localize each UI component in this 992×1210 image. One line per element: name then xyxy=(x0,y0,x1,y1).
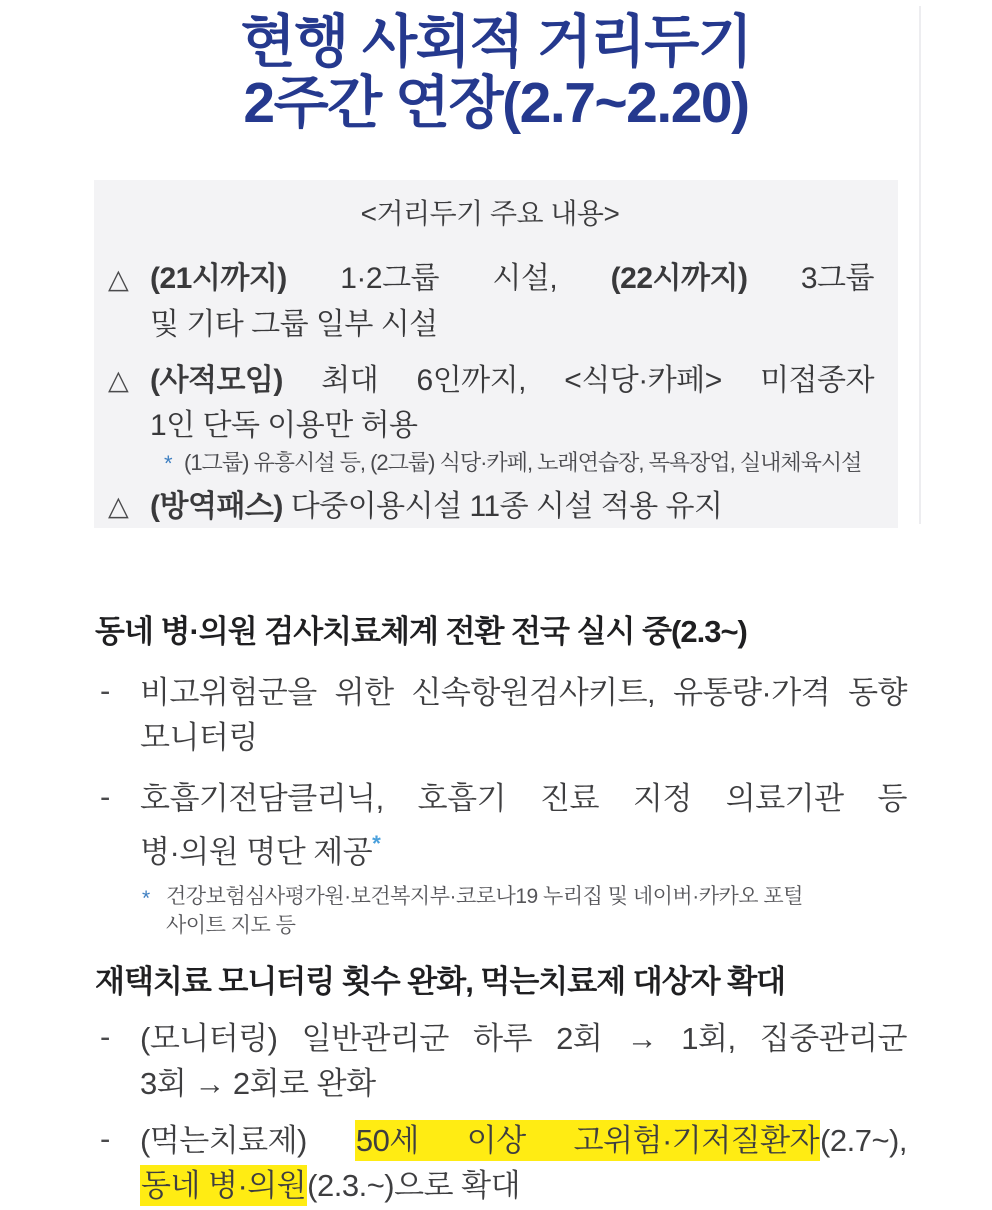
bullet-line: 모니터링 xyxy=(140,720,258,755)
footnote-line: 건강보험심사평가원·보건복지부·코로나19 누리집 및 네이버·카카오 포털 xyxy=(166,885,803,909)
section-clinic-testing xyxy=(95,602,907,940)
distancing-summary-box xyxy=(94,180,898,528)
bold-text-run: (방역패스) xyxy=(150,490,283,523)
box-item-line xyxy=(150,358,874,403)
section-heading: 동네 병·의원 검사치료체계 전환 전국 실시 중(2.3~) xyxy=(95,614,747,649)
text-run: 3그룹 xyxy=(747,262,874,295)
bullet-line xyxy=(140,1118,907,1163)
triangle-marker: △ xyxy=(108,365,129,395)
superscript-asterisk: * xyxy=(372,831,381,856)
bold-text-run: (22시까지) xyxy=(610,262,748,295)
dash-marker: - xyxy=(100,1019,110,1054)
box-item-line: 1인 단독 이용만 허용 xyxy=(150,409,418,442)
bullet-item-clinic-list xyxy=(95,776,907,874)
box-header: <거리두기 주요 내용> xyxy=(360,198,620,229)
section-home-treatment xyxy=(95,952,907,1208)
dash-marker: - xyxy=(100,779,110,814)
section-footnote xyxy=(95,882,907,940)
footnote-line: 사이트 지도 등 xyxy=(166,914,296,938)
box-item-quarantine-pass xyxy=(106,484,874,529)
dash-marker: - xyxy=(100,673,110,708)
text-run: 1·2그룹 시설, xyxy=(286,262,611,295)
title-line-2: 2주간 연장(2.7~2.20) xyxy=(243,71,749,135)
text-run: 병·의원 명단 제공 xyxy=(140,834,373,870)
box-item-operating-hours xyxy=(106,256,874,348)
title-line-1: 현행 사회적 거리두기 xyxy=(240,10,752,74)
bullet-item-rapid-test xyxy=(95,670,907,760)
box-item-line xyxy=(150,256,874,302)
bullet-line xyxy=(140,1163,907,1208)
box-item-private-gathering xyxy=(106,358,874,448)
section-heading: 재택치료 모니터링 횟수 완화, 먹는치료제 대상자 확대 xyxy=(95,964,786,999)
page-title xyxy=(0,12,992,134)
bold-text-run: (21시까지) xyxy=(150,262,287,295)
text-run: (2.3.~)으로 확대 xyxy=(307,1168,521,1203)
box-footnote-text: (1그룹) 유흥시설 등, (2그룹) 식당·카페, 노래연습장, 목욕장업, 실내체육시설 xyxy=(184,450,862,475)
bullet-line: 3회 → 2회로 완화 xyxy=(140,1066,376,1101)
triangle-marker: △ xyxy=(108,491,129,521)
bullet-line: 호흡기전담클리닉, 호흡기 진료 지정 의료기관 등 xyxy=(140,781,907,816)
dash-marker: - xyxy=(100,1121,110,1156)
triangle-marker: △ xyxy=(108,264,129,294)
bold-text-run: (사적모임) xyxy=(150,364,283,397)
bullet-item-monitoring xyxy=(95,1016,907,1106)
asterisk-icon: * xyxy=(164,451,172,476)
text-run: (먹는치료제) xyxy=(140,1123,355,1158)
box-footnote xyxy=(106,450,874,476)
text-run: (2.7~), xyxy=(820,1123,907,1158)
bullet-item-oral-treatment xyxy=(95,1118,907,1208)
bullet-line: 비고위험군을 위한 신속항원검사키트, 유통량·가격 동향 xyxy=(140,675,907,710)
bullet-line xyxy=(140,821,907,874)
asterisk-icon: * xyxy=(142,887,150,911)
box-item-line xyxy=(150,484,874,529)
bullet-line: (모니터링) 일반관리군 하루 2회 → 1회, 집중관리군 xyxy=(140,1021,907,1056)
text-run: 최대 6인까지, <식당·카페> 미접종자 xyxy=(282,364,874,397)
box-item-line: 및 기타 그룹 일부 시설 xyxy=(150,308,438,341)
highlighted-text-run: 동네 병·의원 xyxy=(140,1165,307,1206)
highlighted-text-run: 50세 이상 고위험·기저질환자 xyxy=(355,1120,820,1161)
text-run: 다중이용시설 11종 시설 적용 유지 xyxy=(282,490,723,523)
